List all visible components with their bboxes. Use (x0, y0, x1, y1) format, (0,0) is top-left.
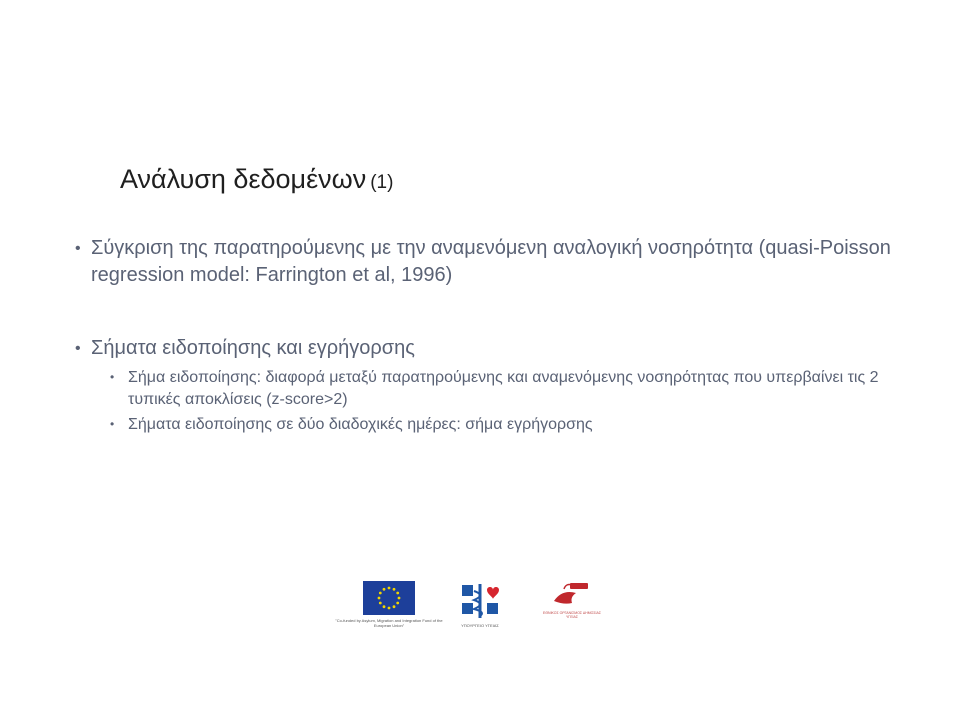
sub-bullet-2 (110, 414, 890, 436)
bullet-dot: • (75, 340, 81, 357)
eu-flag-logo (363, 581, 415, 615)
caduceus-cross-icon (460, 581, 500, 621)
sub-bullet-dot: • (110, 417, 115, 431)
bullet-1 (75, 235, 895, 289)
ministry-of-health-logo (460, 581, 500, 621)
ministry-caption: ΥΠΟΥΡΓΕΙΟ ΥΓΕΙΑΣ (461, 623, 499, 628)
slide-title (120, 164, 393, 195)
eu-caption: "Co-funded by Asylum, Migration and Integration Fund of the European Union" (335, 618, 443, 628)
eody-caption: ΕΘΝΙΚΟΣ ΟΡΓΑΝΙΣΜΟΣ ΔΗΜΟΣΙΑΣ ΥΓΕΙΑΣ (542, 611, 602, 619)
slide-title-text: Ανάλυση δεδομένων (120, 164, 367, 194)
sub-bullet-1-text: Σήμα ειδοποίησης: διαφορά μεταξύ παρατηρούμενης και αναμενόμενης νοσηρότητας που υπερβαίνει τις 2 τυπικές αποκλίσεις (z-score>2) (128, 369, 879, 408)
eu-stars-icon (363, 581, 415, 615)
bullet-dot: • (75, 240, 81, 257)
sub-bullet-1 (110, 367, 890, 411)
slide-title-number: (1) (370, 172, 394, 193)
sub-bullet-2-text: Σήματα ειδοποίησης σε δύο διαδοχικές ημέρες: σήμα εγρήγορσης (128, 416, 593, 433)
footer-logos (330, 576, 630, 636)
dove-icon (548, 579, 596, 609)
bullet-2 (75, 335, 895, 362)
sub-bullet-dot: • (110, 370, 115, 384)
bullet-2-text: Σήματα ειδοποίησης και εγρήγορσης (91, 337, 415, 359)
bullet-1-text: Σύγκριση της παρατηρούμενης με την αναμενόμενη αναλογική νοσηρότητα (quasi-Poisson regression model: Farrington et al, 1996) (91, 237, 891, 286)
